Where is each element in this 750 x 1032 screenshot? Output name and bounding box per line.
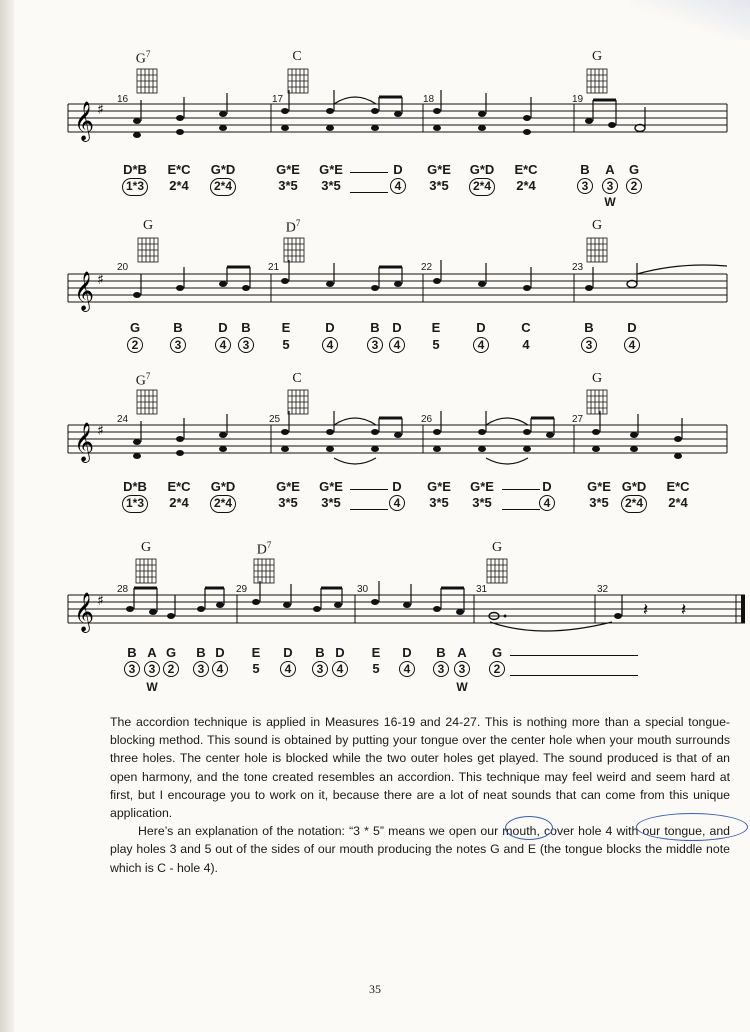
note-name: G*D: [469, 162, 495, 177]
hole-number: 5: [252, 661, 260, 676]
note-name: D: [392, 479, 402, 494]
svg-text:𝄽: 𝄽: [643, 600, 649, 620]
note-name: G: [165, 645, 177, 660]
note-name: G: [491, 645, 503, 660]
note-name: D*B: [123, 479, 147, 494]
chord-symbol: G: [140, 540, 152, 555]
note-name: D: [283, 645, 293, 660]
hole-number: 2*4: [169, 178, 189, 193]
hole-number: 5: [282, 337, 290, 352]
hole-number: 1*3: [115, 178, 155, 196]
hole-number: 4: [461, 337, 501, 353]
hole-number: 3*5: [278, 495, 298, 510]
note-name: E: [251, 645, 261, 660]
hole-number: 3: [355, 337, 395, 353]
note-name: G*E: [319, 479, 343, 494]
hole-number: 3: [226, 337, 266, 353]
hole-number: 3*5: [472, 495, 492, 510]
hole-number: 2*4: [169, 495, 189, 510]
chord-symbol: G: [491, 540, 503, 555]
pen-annotation-circle: [636, 813, 748, 841]
note-name: E*C: [666, 479, 690, 494]
measure-number: 26: [421, 414, 433, 425]
chord-symbol: $D^7$: [256, 540, 272, 558]
measure-number: 16: [117, 94, 129, 105]
note-name: D: [325, 320, 335, 335]
measure-number: 17: [272, 94, 284, 105]
note-name: B: [196, 645, 206, 660]
hole-number: 2*4: [668, 495, 688, 510]
tie-line: [510, 675, 638, 676]
hole-number: 3: [569, 337, 609, 353]
note-name: E*C: [514, 162, 538, 177]
hole-number: 2: [151, 661, 191, 677]
note-name: D: [392, 320, 402, 335]
hole-number: 4: [377, 337, 417, 353]
note-name: D*B: [123, 162, 147, 177]
svg-text:𝄞: 𝄞: [74, 101, 95, 141]
measure-number: 22: [421, 262, 433, 273]
hole-number: 2*4: [614, 495, 654, 513]
measure-number: 31: [476, 584, 488, 595]
measure-number: 25: [269, 414, 281, 425]
svg-text:𝄞: 𝄞: [74, 271, 95, 311]
hole-number: 3*5: [429, 495, 449, 510]
note-name: B: [173, 320, 183, 335]
note-name: E*C: [167, 162, 191, 177]
chord-symbol: G: [591, 371, 603, 386]
note-name: G*E: [470, 479, 494, 494]
hole-number: 1*3: [115, 495, 155, 513]
note-name: B: [370, 320, 380, 335]
chord-symbol: C: [292, 371, 302, 386]
note-name: D: [476, 320, 486, 335]
measure-number: 20: [117, 262, 129, 273]
note-name: D: [402, 645, 412, 660]
hole-number: 2*4: [203, 178, 243, 196]
hole-number: 2*4: [203, 495, 243, 513]
chord-symbol: G: [142, 218, 154, 233]
note-name: B: [315, 645, 325, 660]
hole-number: 3: [181, 661, 221, 677]
page-number: 35: [369, 982, 381, 996]
measure-number: 28: [117, 584, 129, 595]
hole-number: 4: [527, 495, 567, 511]
note-name: D: [542, 479, 552, 494]
note-name: G*E: [276, 162, 300, 177]
hole-number: 5: [372, 661, 380, 676]
hole-number: 4: [320, 661, 360, 677]
chord-symbol: G: [591, 218, 603, 233]
explanation-text: [110, 713, 730, 877]
note-name: B: [436, 645, 446, 660]
wah-mark: W: [146, 680, 158, 694]
note-name: G*D: [210, 162, 236, 177]
hole-number: 2: [614, 178, 654, 194]
hole-number: 3*5: [321, 178, 341, 193]
note-name: E*C: [167, 479, 191, 494]
note-name: G*E: [427, 479, 451, 494]
note-name: D: [627, 320, 637, 335]
note-name: G*E: [276, 479, 300, 494]
measure-number: 24: [117, 414, 129, 425]
hole-number: 3: [112, 661, 152, 677]
svg-text:𝄞: 𝄞: [74, 422, 95, 462]
chord-symbol: $D^7$: [285, 218, 301, 236]
hole-number: 4: [200, 661, 240, 677]
hole-number: 4: [378, 178, 418, 194]
hole-number: 3: [132, 661, 172, 677]
note-name: B: [127, 645, 137, 660]
note-name: G*E: [319, 162, 343, 177]
note-name: G*D: [210, 479, 236, 494]
hole-number: 3: [158, 337, 198, 353]
hole-number: 2*4: [516, 178, 536, 193]
hole-number: 4: [268, 661, 308, 677]
paragraph-accordion-technique: The accordion technique is applied in Measures 16-19 and 24-27. This is nothing more than a special tongue-blocking method. This sound is obtained by putting your tongue over the center hole when your mouth surrounds three holes. The center hole is blocked while the two outer holes get played. The sound produced is that of an open harmony, and the tone created resembles an accordion. This technique may feel weird and seem hard at first, but I encourage you to work on it, because there are a lot of neat sounds that can come from this unique application.: [110, 715, 730, 821]
hole-number: 3: [442, 661, 482, 677]
note-name: G: [129, 320, 141, 335]
hole-number: 5: [432, 337, 440, 352]
note-name: A: [605, 162, 615, 177]
hole-number: 3*5: [321, 495, 341, 510]
note-name: G*E: [587, 479, 611, 494]
pen-annotation-circle: [505, 816, 553, 840]
hole-number: 2: [115, 337, 155, 353]
chord-symbol: G: [591, 49, 603, 64]
hole-number: 2: [477, 661, 517, 677]
chord-symbol: $G^7$: [135, 49, 151, 67]
chord-symbol: $G^7$: [135, 371, 151, 389]
measure-number: 30: [357, 584, 369, 595]
hole-number: 2*4: [462, 178, 502, 196]
hole-number: 3: [590, 178, 630, 194]
hole-number: 3: [421, 661, 461, 677]
note-name: E: [281, 320, 291, 335]
note-name: G*E: [427, 162, 451, 177]
svg-text:♯: ♯: [97, 102, 104, 118]
note-name: D: [218, 320, 228, 335]
measure-number: 21: [268, 262, 280, 273]
wah-mark: W: [604, 195, 616, 209]
measure-number: 18: [423, 94, 435, 105]
measure-number: 23: [572, 262, 584, 273]
note-name: B: [580, 162, 590, 177]
note-name: A: [457, 645, 467, 660]
hole-number: 3*5: [589, 495, 609, 510]
svg-text:♯: ♯: [97, 272, 104, 288]
hole-number: 4: [203, 337, 243, 353]
hole-number: 4: [310, 337, 350, 353]
svg-text:♯: ♯: [97, 593, 104, 609]
hole-number: 4: [612, 337, 652, 353]
hole-number: 3*5: [278, 178, 298, 193]
note-name: G*D: [621, 479, 647, 494]
note-name: E: [431, 320, 441, 335]
hole-number: 4: [377, 495, 417, 511]
measure-number: 29: [236, 584, 248, 595]
hole-number: 3*5: [429, 178, 449, 193]
hole-number: 4: [387, 661, 427, 677]
note-name: B: [584, 320, 594, 335]
note-name: D: [335, 645, 345, 660]
hole-number: 3: [300, 661, 340, 677]
hole-number: 3: [565, 178, 605, 194]
paragraph-notation-explanation: Here’s an explanation of the notation: “3 * 5” means we open our mouth, cover hole 4 with our tongue, and play holes 3 and 5 out of the sides of our mouth producing the notes G and E (the tongue blocks the middle note which is C - hole 4).: [110, 824, 730, 875]
note-name: B: [241, 320, 251, 335]
measure-number: 19: [572, 94, 584, 105]
note-name: A: [147, 645, 157, 660]
wah-mark: W: [456, 680, 468, 694]
note-name: C: [521, 320, 531, 335]
note-name: D: [215, 645, 225, 660]
note-name: D: [393, 162, 403, 177]
tie-line: [510, 655, 638, 656]
hole-number: 4: [522, 337, 530, 352]
note-name: G: [628, 162, 640, 177]
svg-text:𝄽: 𝄽: [681, 600, 687, 620]
note-name: E: [371, 645, 381, 660]
svg-text:𝄞: 𝄞: [74, 592, 95, 632]
chord-symbol: C: [292, 49, 302, 64]
svg-text:♯: ♯: [97, 423, 104, 439]
measure-number: 32: [597, 584, 609, 595]
measure-number: 27: [572, 414, 584, 425]
